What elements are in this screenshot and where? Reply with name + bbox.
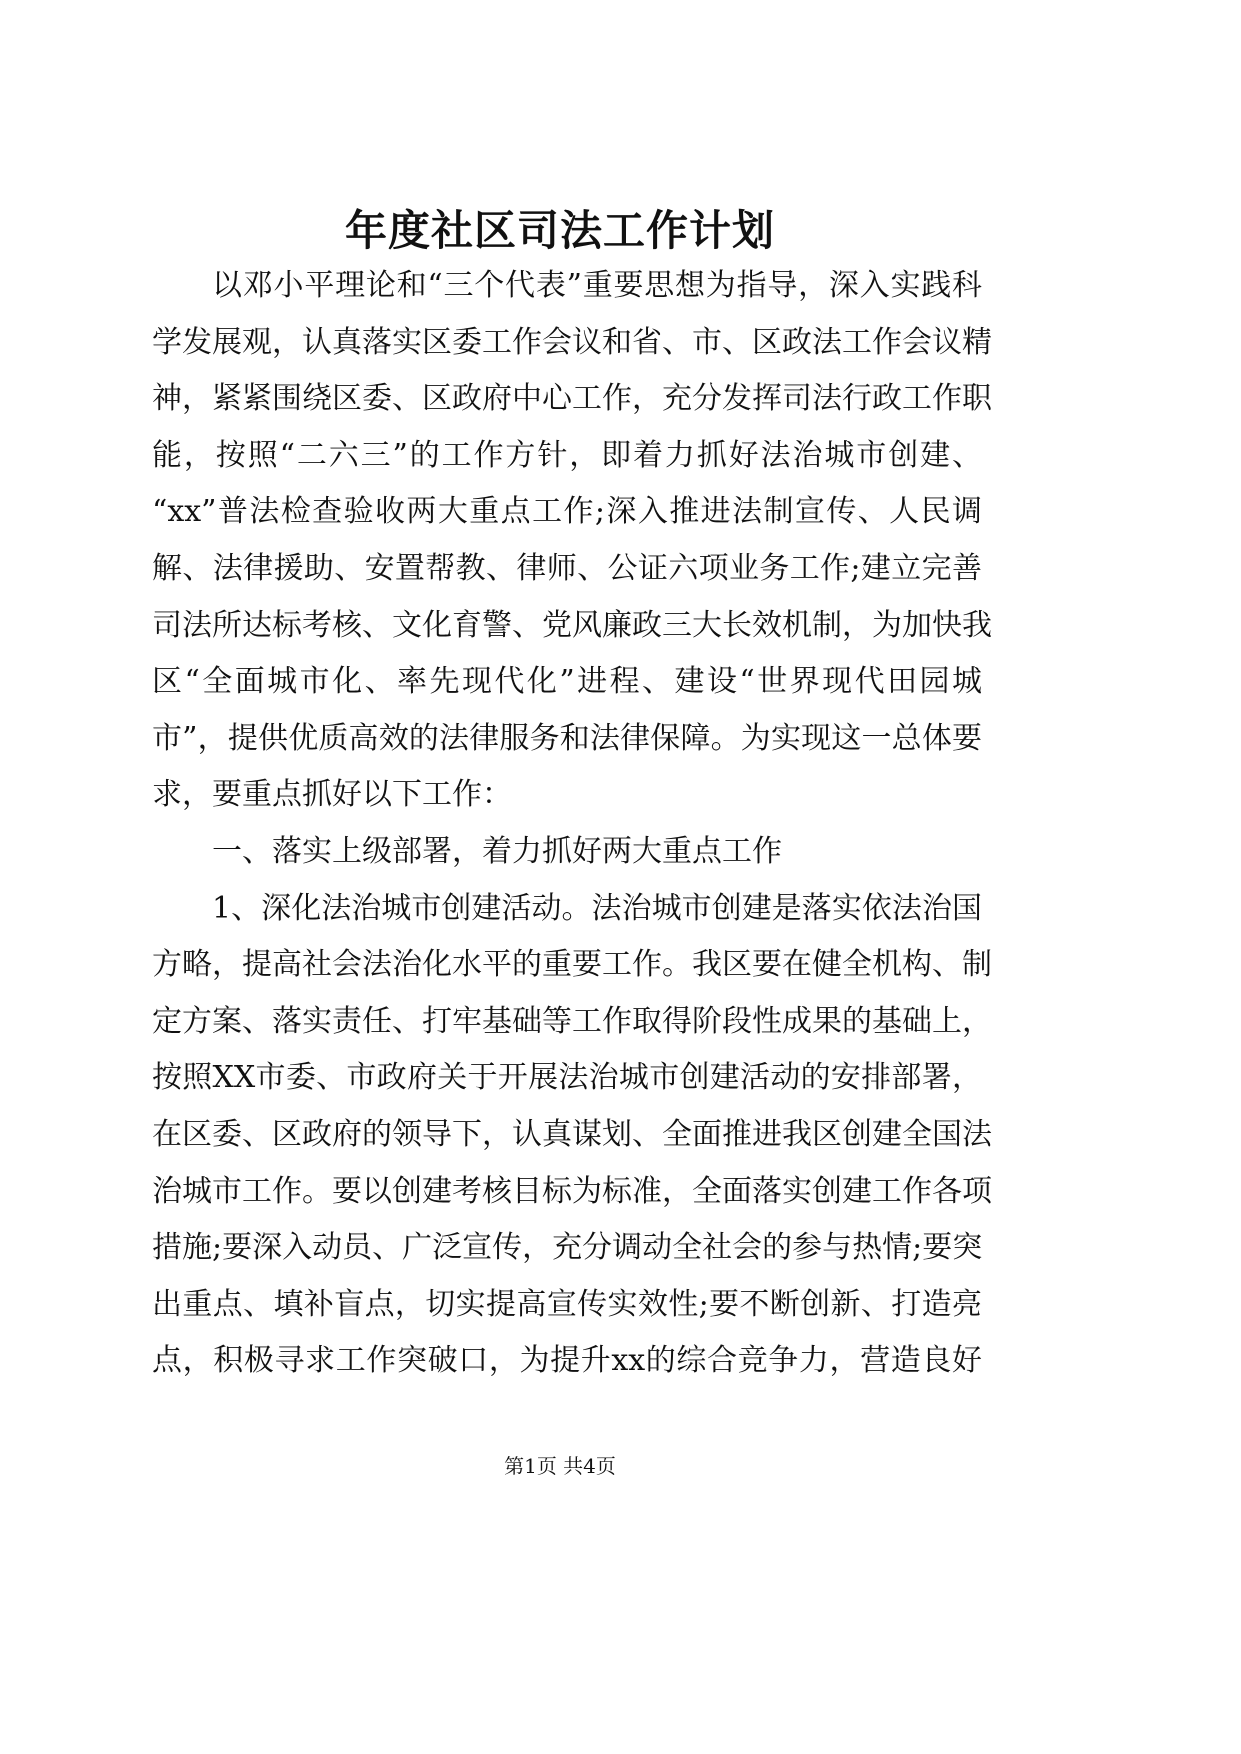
paragraph-line: 能，按照“二六三”的工作方针，即着力抓好法治城市创建、 [152, 437, 982, 473]
paragraph-line: 求，要重点抓好以下工作： [152, 777, 512, 813]
document-body [152, 258, 992, 1390]
paragraph-line: 神，紧紧围绕区委、区政府中心工作，充分发挥司法行政工作职 [152, 381, 992, 417]
paragraph-line: 市”，提供优质高效的法律服务和法律保障。为实现这一总体要 [152, 720, 982, 756]
paragraph-line: 按照XX市委、市政府关于开展法治城市创建活动的安排部署， [152, 1060, 982, 1096]
page-number-footer: 第1页 共4页 [504, 1454, 616, 1478]
paragraph-line: 在区委、区政府的领导下，认真谋划、全面推进我区创建全国法 [152, 1116, 992, 1152]
paragraph-line: 解、法律援助、安置帮教、律师、公证六项业务工作;建立完善 [152, 550, 982, 586]
paragraph-line: 措施;要深入动员、广泛宣传，充分调动全社会的参与热情;要突 [152, 1230, 983, 1266]
paragraph-line: 司法所达标考核、文化育警、党风廉政三大长效机制，为加快我 [152, 607, 992, 643]
section-heading: 一、落实上级部署，着力抓好两大重点工作 [212, 833, 782, 869]
paragraph-line: 学发展观，认真落实区委工作会议和省、市、区政法工作会议精 [152, 324, 992, 360]
paragraph-line: 区“全面城市化、率先现代化”进程、建设“世界现代田园城 [152, 664, 982, 700]
paragraph-line: 以邓小平理论和“三个代表”重要思想为指导，深入实践科 [212, 268, 982, 303]
document-title: 年度社区司法工作计划 [344, 206, 775, 255]
paragraph-line: 治城市工作。要以创建考核目标为标准，全面落实创建工作各项 [152, 1173, 992, 1209]
paragraph-line: “xx”普法检查验收两大重点工作;深入推进法制宣传、人民调 [152, 494, 982, 530]
paragraph-line: 方略，提高社会法治化水平的重要工作。我区要在健全机构、制 [152, 947, 992, 983]
paragraph-line: 出重点、填补盲点，切实提高宣传实效性;要不断创新、打造亮 [152, 1286, 982, 1322]
paragraph-line: 1、深化法治城市创建活动。法治城市创建是落实依法治国 [212, 890, 982, 926]
paragraph-line: 点，积极寻求工作突破口，为提升xx的综合竞争力，营造良好 [152, 1343, 982, 1379]
paragraph-line: 定方案、落实责任、打牢基础等工作取得阶段性成果的基础上， [152, 1003, 992, 1039]
